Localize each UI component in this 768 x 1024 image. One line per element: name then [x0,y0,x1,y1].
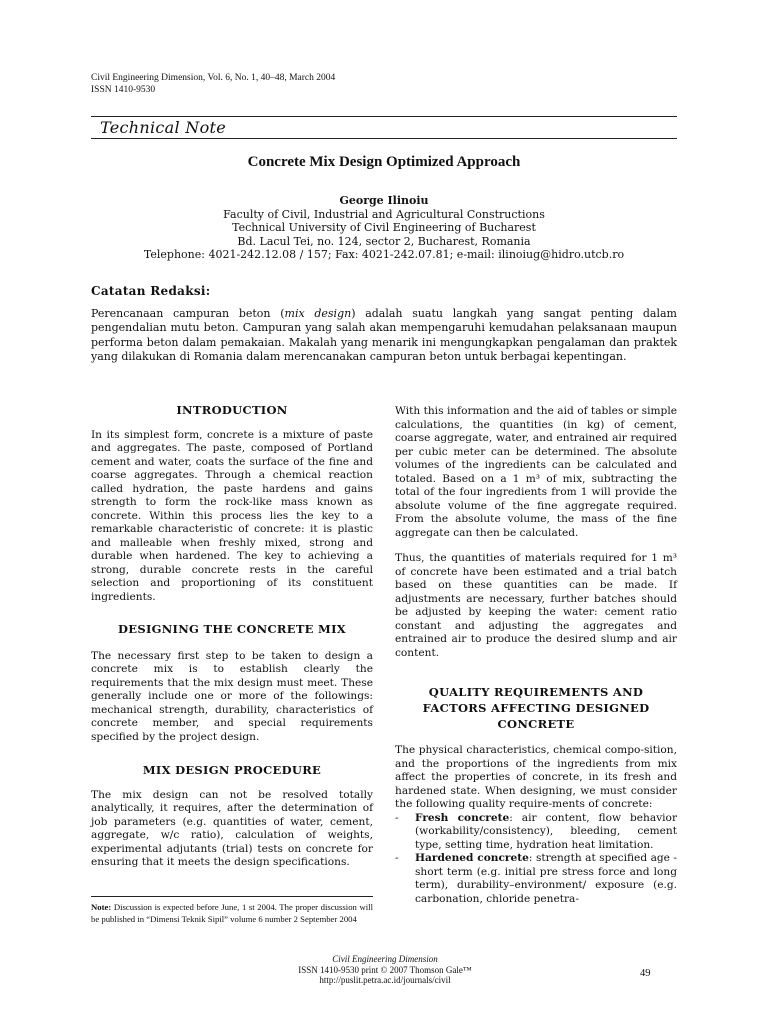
author-contact: Telephone: 4021-242.12.08 / 157; Fax: 4021-242.07.81; e-mail: ilinoiug@hidro.utcb.ro [143,248,625,261]
paper-title: Concrete Mix Design Optimized Approach [247,154,521,170]
abstract-text-start: Perencanaan campuran beton ( [91,307,285,320]
top-rule [91,116,677,117]
bullet-dash: - [395,811,399,824]
introduction-text: In its simplest form, concrete is a mixture of paste and aggregates. The paste, composed of Portland cement and water, coats the surface of the fine and coarse aggregates. Through a chemical reaction called hydration, the paste hardens and gains strength to form the rock-like mass known as concrete. Within this process lies the key to a remarkable characteristic of concrete: it is plastic and malleable when freshly mixed, strong and durable when hardened. The key to achieving a strong, durable concrete rests in the careful selection and proportioning of its constituent ingredients. [91,428,373,603]
right-paragraph-2: Thus, the quantities of materials required for 1 m³ of concrete have been estimated and a trial batch based on these quantities can be made. If adjustments are necessary, further batches should be adjusted by keeping the water: cement ratio constant and adjusting the aggregates and entrained air to produce the desired slump and air content. [395,552,677,659]
list-item-description: : air content, flow behavior (workability/consistency), bleeding, cement type, setting time, hydration heat limitation. [415,811,678,851]
author-affiliation: Faculty of Civil, Industrial and Agricultural Constructions [223,207,545,221]
list-item-term: Hardened concrete [415,852,529,864]
note-rule [91,896,373,897]
bullet-dash: - [395,852,399,864]
designing-heading: DESIGNING THE CONCRETE MIX [118,622,346,636]
footer-url: http://puslit.petra.ac.id/journals/civil [319,975,451,985]
list-item-text [415,852,677,906]
introduction-heading: INTRODUCTION [176,403,288,417]
right-column [395,405,677,906]
list-item-description: : strength at specified age - short term (e.g. initial pre stress force and long term), durability–environment/ exposure (e.g. carbonation, chloride penetra- [415,852,678,905]
left-column [91,404,373,870]
abstract [91,307,677,365]
journal-citation [91,72,335,96]
list-item-text [415,812,677,853]
author-name: George Ilinoiu [339,194,429,207]
author-address: Bd. Lacul Tei, no. 124, sector 2, Bucharest, Romania [237,234,531,248]
note-text: Discussion is expected before June, 1 st 2004. The proper discussion will be published in “Dimensi Teknik Sipil” volume 6 number 2 September 2004 [91,902,373,924]
abstract-italic-term: mix design [284,307,352,320]
note-label: Note: [91,902,112,912]
issn-line: ISSN 1410-9530 [91,85,156,95]
procedure-heading: MIX DESIGN PROCEDURE [142,763,322,777]
journal-citation-line: Civil Engineering Dimension, Vol. 6, No. 1, 40–48, March 2004 [91,73,336,83]
abstract-text-rest: ) adalah suatu langkah yang sangat penting dalam pengendalian mutu beton. Campuran yang salah akan mempengaruhi kemudahan pelaksanaan maupun performa beton dalam pemakaian. Makalah yang menarik ini mengungkapkan pengalaman dan praktek yang dilakukan di Romania dalam merencanakan campuran beton untuk berbagai kepentingan. [91,307,677,364]
designing-text: The necessary first step to be taken to design a concrete mix is to establish clearly the requirements that the mix design must meet. These generally include one or more of the followings: mechanical strength, durability, characteristics of concrete member, and special requirements specified by the project design. [91,649,373,743]
footer-journal-name: Civil Engineering Dimension [332,954,438,964]
author-university: Technical University of Civil Engineering of Bucharest [232,221,536,234]
catatan-heading: Catatan Redaksi: [91,284,211,298]
procedure-text: The mix design can not be resolved totally analytically, it requires, after the determination of job parameters (e.g. quantities of water, cement, aggregate, w/c ratio), calculation of weights, experimental adjutants (trial) tests on concrete for ensuring that it meets the design specifications. [91,788,373,868]
right-paragraph-3: The physical characteristics, chemical compo-sition, and the proportions of the ingredients from mix affect the properties of concrete, in its fresh and hardened state. When designing, we must consider the following quality require-ments of concrete: [395,744,677,810]
page-footer [230,954,540,986]
footer-issn: ISSN 1410-9530 print © 2007 Thomson Gale™ [298,964,472,975]
page-number: 49 [640,968,651,979]
discussion-note [91,902,373,925]
section-label: Technical Note [100,118,227,137]
section-rule [91,138,677,139]
list-item [395,812,677,853]
list-item [395,852,677,906]
author-block [91,194,677,262]
quality-heading: QUALITY REQUIREMENTS AND FACTORS AFFECTING DESIGNED CONCRETE [422,685,650,731]
list-item-term: Fresh concrete [415,811,510,824]
right-paragraph-1: With this information and the aid of tables or simple calculations, the quantities (in kg) of cement, coarse aggregate, water, and entrained air required per cubic meter can be determined. The absolute volumes of the ingredients can be calculated and totaled. Based on a 1 m³ of mix, subtracting the total of the four ingredients from 1 will provide the absolute volume of the fine aggregate required. From the absolute volume, the mass of the fine aggregate can then be calculated. [395,405,677,539]
